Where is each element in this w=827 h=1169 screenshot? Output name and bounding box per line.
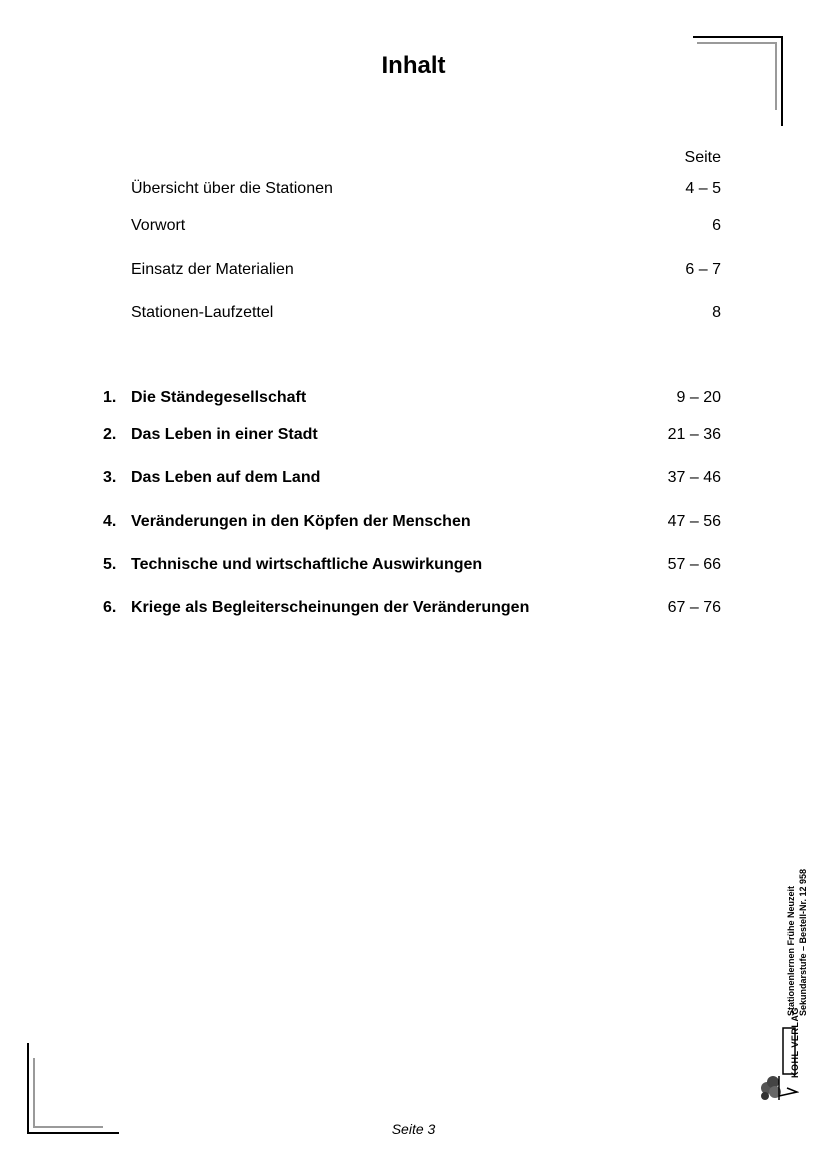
toc-item-pages: 6 – 7 (685, 261, 721, 278)
chapter-number: 2. (103, 426, 117, 443)
side-info-line2: Sekundarstufe – Bestell-Nr. 12 958 (798, 868, 808, 1016)
chapter-number: 3. (103, 469, 117, 486)
toc-intro-item (0, 217, 827, 239)
toc-chapter (0, 599, 827, 621)
chapter-title: Veränderungen in den Köpfen der Menschen (131, 513, 471, 530)
toc-item-label: Übersicht über die Stationen (131, 180, 333, 197)
chapter-pages: 67 – 76 (667, 599, 721, 616)
chapter-title: Das Leben in einer Stadt (131, 426, 318, 443)
chapter-pages: 37 – 46 (667, 469, 721, 486)
side-publication-info (785, 869, 809, 1016)
chapter-number: 1. (103, 389, 117, 406)
toc-item-pages: 8 (712, 304, 721, 321)
toc-chapter (0, 513, 827, 535)
toc-intro-item (0, 304, 827, 326)
chapter-number: 6. (103, 599, 117, 616)
page-title: Inhalt (381, 52, 446, 79)
toc-intro-item (0, 180, 827, 202)
chapter-pages: 9 – 20 (676, 389, 721, 406)
toc-intro-item (0, 261, 827, 283)
top-right-frame-h (693, 36, 783, 38)
page-column-header: Seite (684, 149, 721, 166)
toc-item-label: Vorwort (131, 217, 186, 234)
toc-item-label: Einsatz der Materialien (131, 261, 294, 278)
bottom-left-frame-inner-v (33, 1058, 35, 1128)
chapter-title: Kriege als Begleiterscheinungen der Veränderungen (131, 599, 530, 616)
toc-chapter (0, 389, 827, 411)
chapter-title: Technische und wirtschaftliche Auswirkungen (131, 556, 483, 573)
side-info-line1: Stationenlernen Frühe Neuzeit (786, 885, 796, 1016)
toc-item-pages: 4 – 5 (685, 180, 721, 197)
chapter-number: 4. (103, 513, 117, 530)
chapter-title: Die Ständegesellschaft (131, 389, 307, 406)
chapter-title: Das Leben auf dem Land (131, 469, 321, 486)
top-right-frame-inner-h (697, 42, 777, 44)
chapter-pages: 57 – 66 (667, 556, 721, 573)
toc-chapter (0, 556, 827, 578)
toc-item-pages: 6 (712, 217, 721, 234)
publisher-name: KOHL VERLAG (790, 1007, 800, 1078)
chapter-pages: 47 – 56 (667, 513, 721, 530)
toc-item-label: Stationen-Laufzettel (131, 304, 274, 321)
page-number-footer: Seite 3 (391, 1121, 436, 1137)
toc-chapter (0, 426, 827, 448)
toc-chapter (0, 469, 827, 491)
chapter-pages: 21 – 36 (667, 426, 721, 443)
chapter-number: 5. (103, 556, 117, 573)
top-right-frame-v (781, 36, 783, 126)
